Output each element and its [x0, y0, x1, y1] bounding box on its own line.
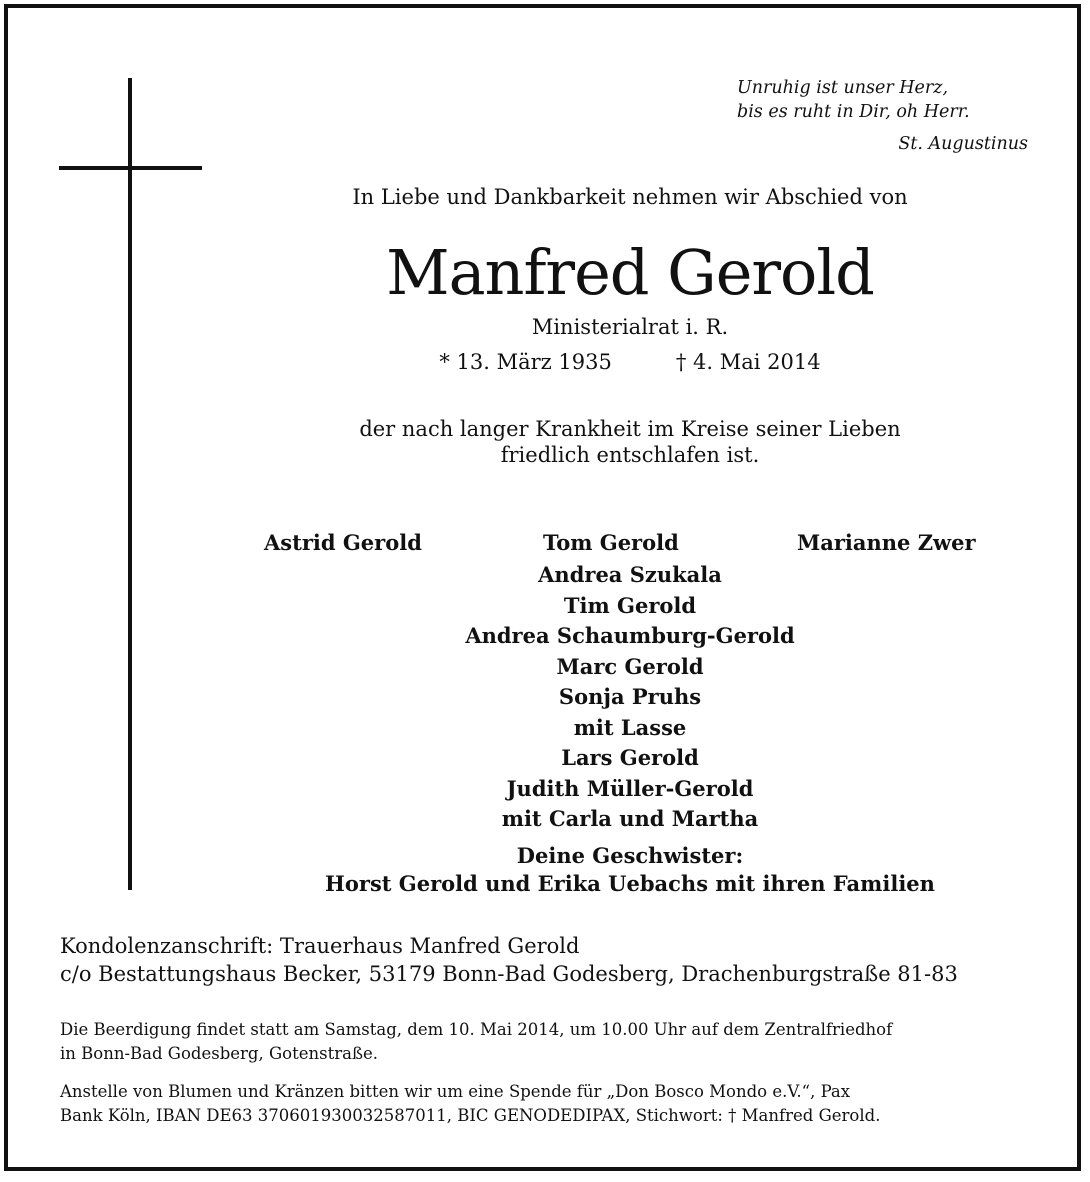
donation-line-1: Anstelle von Blumen und Kränzen bitten wir um eine Spende für „Don Bosco Mondo e.V.“, Pax — [60, 1082, 851, 1101]
passing-sentence — [200, 416, 1060, 468]
deceased-name: Manfred Gerold — [386, 236, 874, 309]
donation-info — [60, 1080, 1035, 1128]
birth-date: * 13. März 1935 — [439, 350, 612, 374]
family-list — [330, 560, 930, 835]
condolence-line-1: Kondolenzanschrift: Trauerhaus Manfred Gerold — [60, 934, 580, 958]
family-member: Marianne Zwer — [797, 530, 976, 555]
cross-icon-horizontal — [59, 166, 202, 170]
family-member: Marc Gerold — [556, 653, 704, 679]
funeral-info — [60, 1018, 1035, 1066]
family-member: Judith Müller-Gerold — [506, 775, 754, 801]
siblings-names: Horst Gerold und Erika Uebachs mit ihren Familien — [325, 871, 935, 896]
deceased-title: Ministerialrat i. R. — [531, 315, 729, 339]
family-member: Lars Gerold — [561, 745, 699, 770]
family-member: mit Carla und Martha — [501, 806, 759, 831]
passing-line-2: friedlich entschlafen ist. — [500, 443, 760, 467]
quote-line-1: Unruhig ist unser Herz, — [737, 78, 949, 98]
family-member: Tom Gerold — [543, 530, 679, 555]
quote-line-2: bis es ruht in Dir, oh Herr. — [737, 102, 970, 122]
family-member: Astrid Gerold — [264, 530, 422, 555]
family-member: Andrea Schaumburg-Gerold — [465, 623, 795, 648]
funeral-line-2: in Bonn-Bad Godesberg, Gotenstraße. — [60, 1044, 378, 1063]
siblings-block — [230, 842, 1030, 898]
bible-quote — [737, 76, 1037, 154]
cross-icon-vertical — [128, 78, 132, 890]
funeral-line-1: Die Beerdigung findet statt am Samstag, dem 10. Mai 2014, um 10.00 Uhr auf dem Zentralfriedhof — [60, 1020, 893, 1039]
family-member: Andrea Szukala — [538, 562, 722, 587]
condolence-address — [60, 932, 958, 988]
siblings-heading: Deine Geschwister: — [516, 843, 744, 868]
family-member: Sonja Pruhs — [558, 684, 702, 709]
passing-line-1: der nach langer Krankheit im Kreise seiner Lieben — [359, 417, 901, 441]
family-member: mit Lasse — [573, 714, 687, 740]
family-member: Tim Gerold — [563, 592, 697, 618]
quote-attribution: St. Augustinus — [898, 134, 1028, 154]
condolence-line-2: c/o Bestattungshaus Becker, 53179 Bonn-Bad Godesberg, Drachenburgstraße 81-83 — [60, 962, 958, 986]
life-dates — [200, 350, 1060, 374]
donation-line-2: Bank Köln, IBAN DE63 370601930032587011, BIC GENODEDIPAX, Stichwort: † Manfred Gerold. — [60, 1106, 881, 1125]
death-date: † 4. Mai 2014 — [675, 350, 821, 374]
intro-text: In Liebe und Dankbarkeit nehmen wir Abschied von — [352, 185, 908, 209]
